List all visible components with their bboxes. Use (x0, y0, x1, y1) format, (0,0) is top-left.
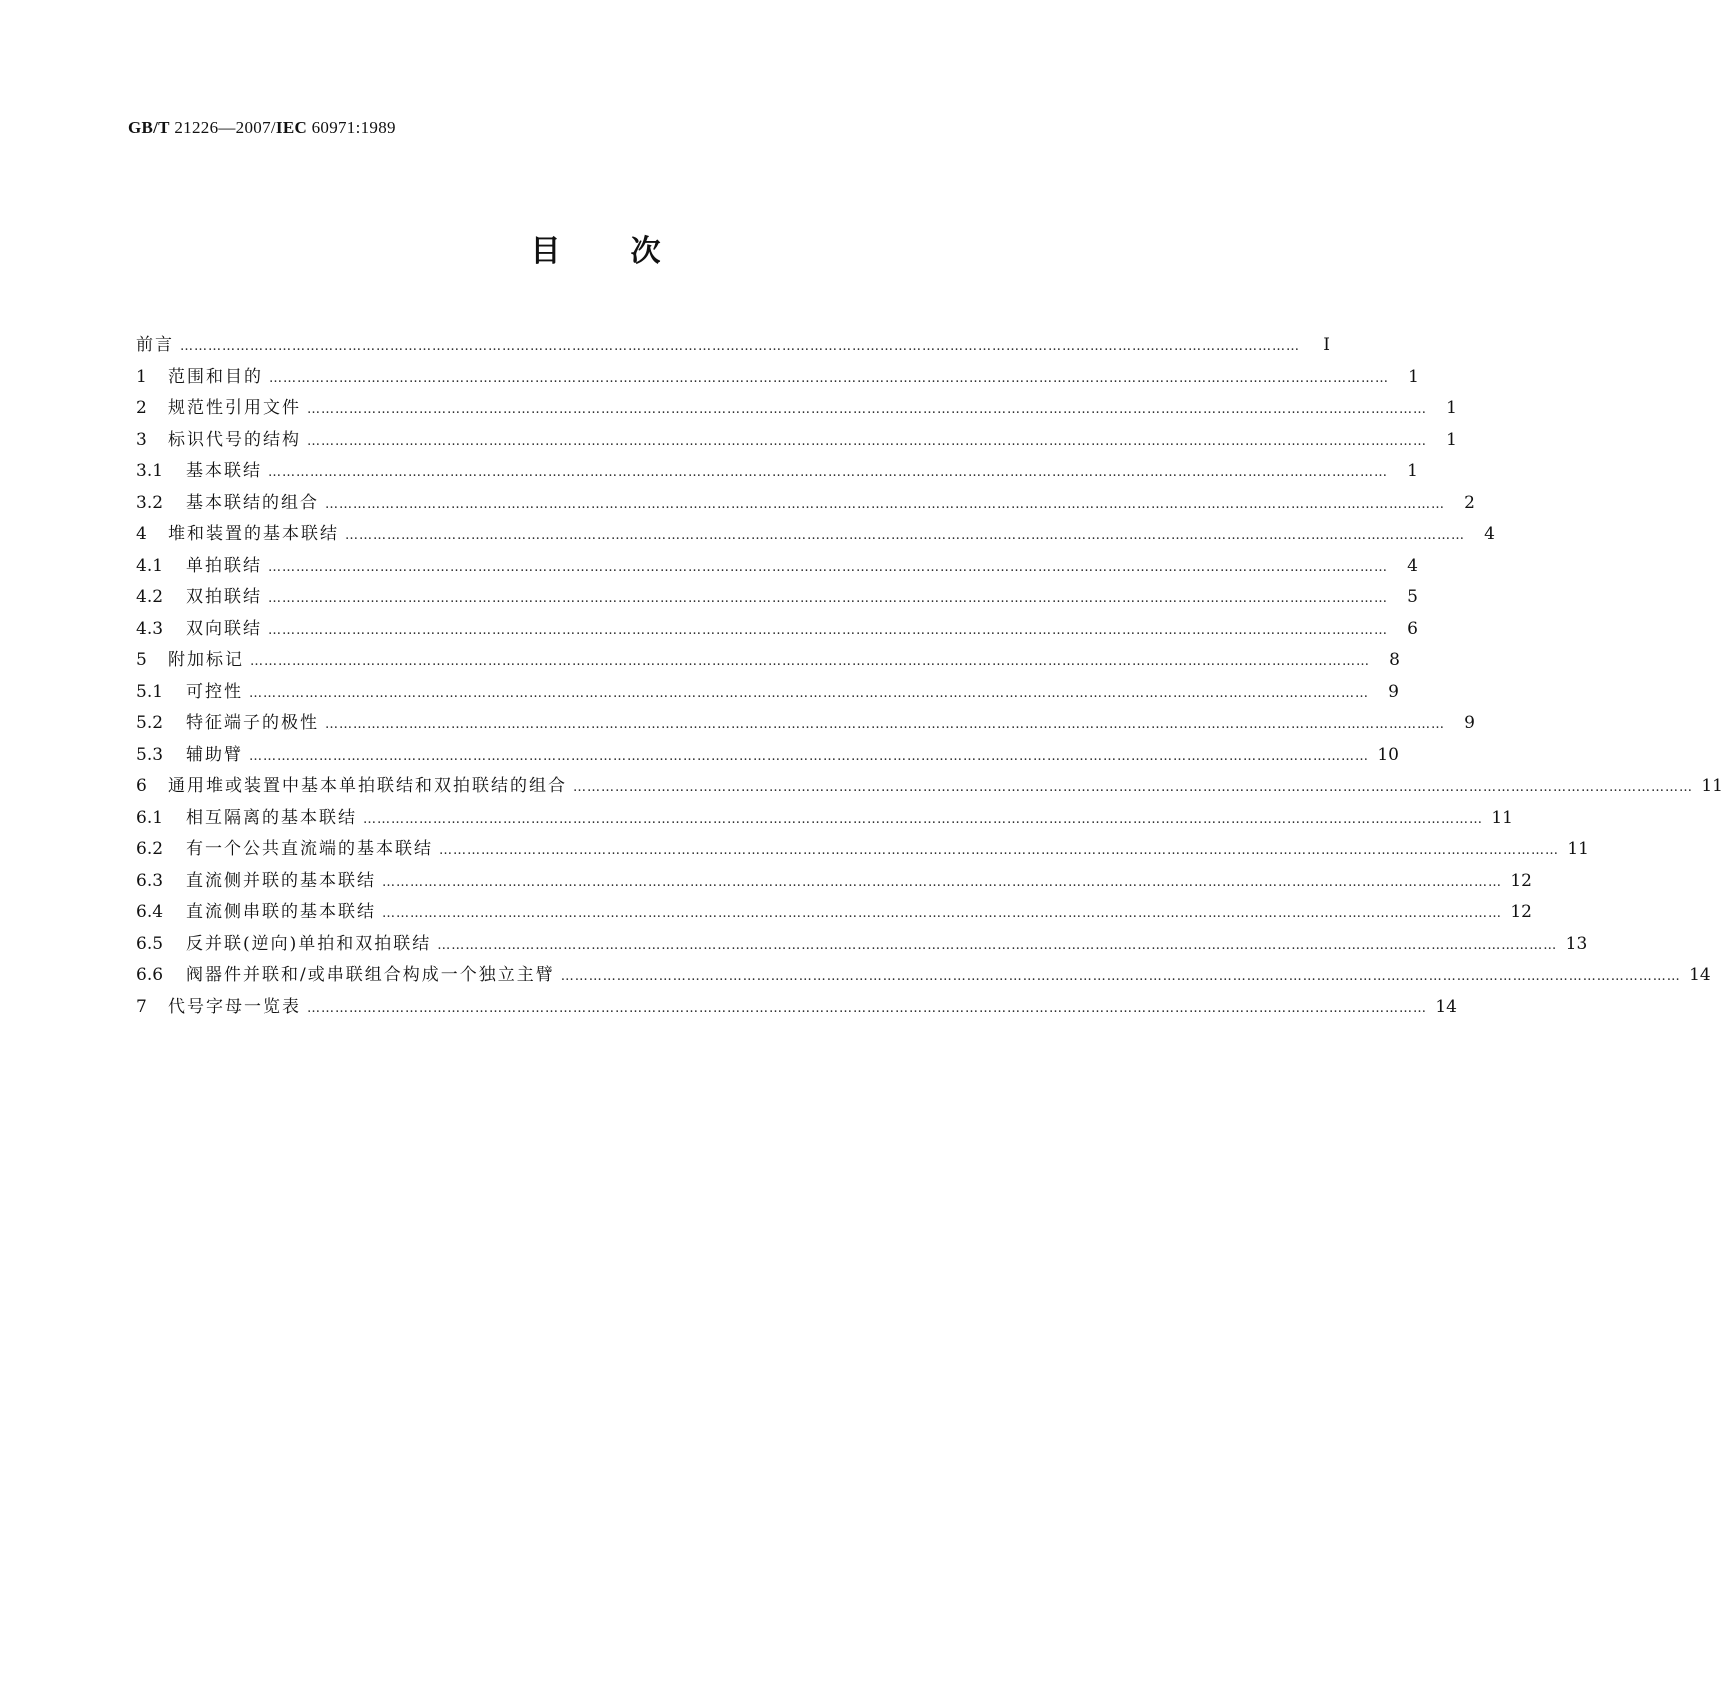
toc-entry[interactable] (136, 803, 1513, 835)
toc-leader-dots: …………………………………………………………………………………………………………………………………………………………………………………………………………………… (560, 969, 1681, 984)
toc-entry-label: 反并联(逆向)单拍和双拍联结 (186, 933, 432, 954)
toc-entry[interactable] (136, 771, 1723, 803)
toc-entry-label: 通用堆或装置中基本单拍联结和双拍联结的组合 (168, 776, 567, 796)
toc-entry[interactable] (136, 582, 1418, 614)
toc-entry-number: 4.3 (136, 618, 164, 639)
toc-leader-dots: …………………………………………………………………………………………………………………………………………………………………………………………………………………… (268, 559, 1388, 575)
toc-entry-number: 6.2 (136, 839, 164, 859)
toc-entry-page: 14 (1689, 965, 1711, 985)
toc-leader-dots: …………………………………………………………………………………………………………………………………………………………………………………………………………………… (382, 906, 1502, 921)
toc-entry-label: 基本联结的组合 (186, 492, 319, 513)
toc-entry-number: 4.2 (136, 587, 164, 607)
toc-entry-label: 代号字母一览表 (168, 996, 301, 1017)
toc-entry-page: 10 (1377, 744, 1399, 765)
toc-entry[interactable] (136, 362, 1419, 394)
toc-entry-label: 标识代号的结构 (168, 429, 301, 450)
toc-entry-label: 相互隔离的基本联结 (186, 807, 357, 828)
toc-leader-dots: …………………………………………………………………………………………………………………………………………………………………………………………………………………… (180, 339, 1300, 354)
toc-leader-dots: …………………………………………………………………………………………………………………………………………………………………………………………………………………… (268, 591, 1388, 606)
toc-entry-label: 可控性 (186, 681, 243, 702)
toc-entry[interactable] (136, 866, 1532, 898)
toc-entry-number: 3.1 (136, 461, 164, 481)
toc-entry-label: 附加标记 (168, 650, 244, 670)
toc-entry-number: 3 (136, 429, 147, 450)
toc-entry[interactable] (136, 677, 1399, 709)
toc-entry-label: 有一个公共直流端的基本联结 (186, 839, 433, 859)
toc-entry-number: 3.2 (136, 492, 164, 513)
toc-leader-dots: …………………………………………………………………………………………………………………………………………………………………………………………………………………… (437, 937, 1558, 953)
toc-leader-dots: …………………………………………………………………………………………………………………………………………………………………………………………………………………… (249, 685, 1369, 701)
toc-entry-label: 阀器件并联和/或串联组合构成一个独立主臂 (186, 965, 555, 985)
toc-leader-dots: …………………………………………………………………………………………………………………………………………………………………………………………………………………… (345, 528, 1465, 543)
toc-entry-number: 6.6 (136, 965, 164, 985)
toc-entry-label: 规范性引用文件 (168, 398, 301, 418)
iec-prefix: IEC (275, 118, 308, 137)
toc-leader-dots: …………………………………………………………………………………………………………………………………………………………………………………………………………………… (307, 1000, 1427, 1016)
toc-entry-page: 11 (1491, 807, 1513, 828)
toc-leader-dots: …………………………………………………………………………………………………………………………………………………………………………………………………………………… (382, 874, 1502, 890)
toc-entry-label: 前言 (136, 335, 174, 355)
toc-entry[interactable] (136, 960, 1711, 992)
toc-entry-number: 5 (136, 650, 147, 670)
toc-entry[interactable] (136, 897, 1532, 929)
toc-entry-page: I (1323, 335, 1330, 355)
toc-leader-dots: …………………………………………………………………………………………………………………………………………………………………………………………………………………… (269, 370, 1389, 386)
toc-entry-page: 11 (1567, 839, 1589, 859)
iec-number: 60971:1989 (307, 118, 396, 137)
toc-entry-label: 特征端子的极性 (186, 713, 319, 733)
toc-entry[interactable] (136, 456, 1418, 488)
toc-entry-label: 基本联结 (186, 461, 262, 481)
toc-entry[interactable] (136, 929, 1588, 961)
toc-entry-number: 6.5 (136, 933, 164, 954)
toc-entry-label: 单拍联结 (186, 555, 262, 576)
toc-leader-dots: …………………………………………………………………………………………………………………………………………………………………………………………………………………… (307, 433, 1427, 449)
toc-entry-page: 8 (1389, 650, 1400, 670)
toc-entry-page: 9 (1464, 713, 1475, 733)
toc-entry-page: 6 (1407, 618, 1418, 639)
toc-leader-dots: …………………………………………………………………………………………………………………………………………………………………………………………………………………… (363, 811, 1483, 827)
toc-entry[interactable] (136, 834, 1589, 866)
toc-leader-dots: …………………………………………………………………………………………………………………………………………………………………………………………………………………… (307, 402, 1427, 417)
toc-leader-dots: …………………………………………………………………………………………………………………………………………………………………………………………………………………… (325, 496, 1445, 512)
toc-entry[interactable] (136, 551, 1418, 583)
page-title: 目次 (530, 234, 731, 269)
toc-entry-label: 直流侧串联的基本联结 (186, 902, 376, 922)
toc-entry[interactable] (136, 519, 1495, 551)
toc-entry-label: 辅助臂 (186, 744, 243, 765)
toc-entry-page: 12 (1510, 870, 1532, 891)
standard-prefix: GB/T (128, 118, 170, 137)
toc-entry-number: 7 (136, 996, 147, 1017)
toc-entry[interactable] (136, 425, 1457, 457)
toc-entry-label: 直流侧并联的基本联结 (186, 870, 376, 891)
toc-leader-dots: …………………………………………………………………………………………………………………………………………………………………………………………………………………… (439, 843, 1559, 858)
toc-entry-page: 13 (1565, 933, 1588, 954)
toc-entry-page: 1 (1446, 398, 1457, 418)
toc-entry[interactable] (136, 992, 1457, 1024)
toc-entry[interactable] (136, 488, 1475, 520)
toc-leader-dots: …………………………………………………………………………………………………………………………………………………………………………………………………………………… (249, 748, 1369, 764)
toc-entry-number: 2 (136, 398, 147, 418)
toc-entry-number: 4.1 (136, 555, 164, 576)
table-of-contents (136, 330, 1723, 1023)
toc-entry-label: 堆和装置的基本联结 (168, 524, 339, 544)
toc-entry-number: 6.1 (136, 807, 164, 828)
toc-entry-page: 11 (1701, 776, 1723, 796)
toc-entry[interactable] (136, 740, 1399, 772)
toc-entry-page: 12 (1510, 902, 1532, 922)
toc-entry-label: 双拍联结 (186, 587, 262, 607)
toc-entry[interactable] (136, 330, 1330, 362)
toc-leader-dots: …………………………………………………………………………………………………………………………………………………………………………………………………………………… (325, 717, 1445, 732)
toc-entry-page: 1 (1446, 429, 1457, 450)
toc-entry-number: 4 (136, 524, 147, 544)
toc-entry-number: 1 (136, 366, 147, 387)
toc-entry[interactable] (136, 708, 1475, 740)
toc-entry-number: 6.4 (136, 902, 164, 922)
toc-entry-page: 14 (1435, 996, 1457, 1017)
toc-entry-page: 1 (1407, 461, 1418, 481)
toc-entry-page: 4 (1407, 555, 1418, 576)
toc-entry-page: 5 (1407, 587, 1418, 607)
toc-entry[interactable] (136, 393, 1457, 425)
toc-leader-dots: …………………………………………………………………………………………………………………………………………………………………………………………………………………… (268, 465, 1388, 480)
toc-leader-dots: …………………………………………………………………………………………………………………………………………………………………………………………………………………… (573, 780, 1693, 795)
toc-entry-page: 4 (1484, 524, 1495, 544)
toc-entry[interactable] (136, 614, 1418, 646)
toc-entry-number: 6 (136, 776, 147, 796)
toc-entry-page: 9 (1388, 681, 1399, 702)
toc-entry-page: 1 (1408, 366, 1419, 387)
toc-entry-number: 5.3 (136, 744, 164, 765)
toc-entry-page: 2 (1464, 492, 1475, 513)
standard-number: 21226—2007/ (169, 118, 276, 137)
toc-entry[interactable] (136, 645, 1400, 677)
document-code (128, 118, 396, 138)
toc-entry-label: 范围和目的 (168, 366, 263, 387)
toc-entry-label: 双向联结 (186, 618, 262, 639)
toc-entry-number: 5.2 (136, 713, 164, 733)
toc-leader-dots: …………………………………………………………………………………………………………………………………………………………………………………………………………………… (268, 622, 1388, 638)
toc-leader-dots: …………………………………………………………………………………………………………………………………………………………………………………………………………………… (250, 654, 1370, 669)
toc-entry-number: 6.3 (136, 870, 164, 891)
toc-entry-number: 5.1 (136, 681, 164, 702)
